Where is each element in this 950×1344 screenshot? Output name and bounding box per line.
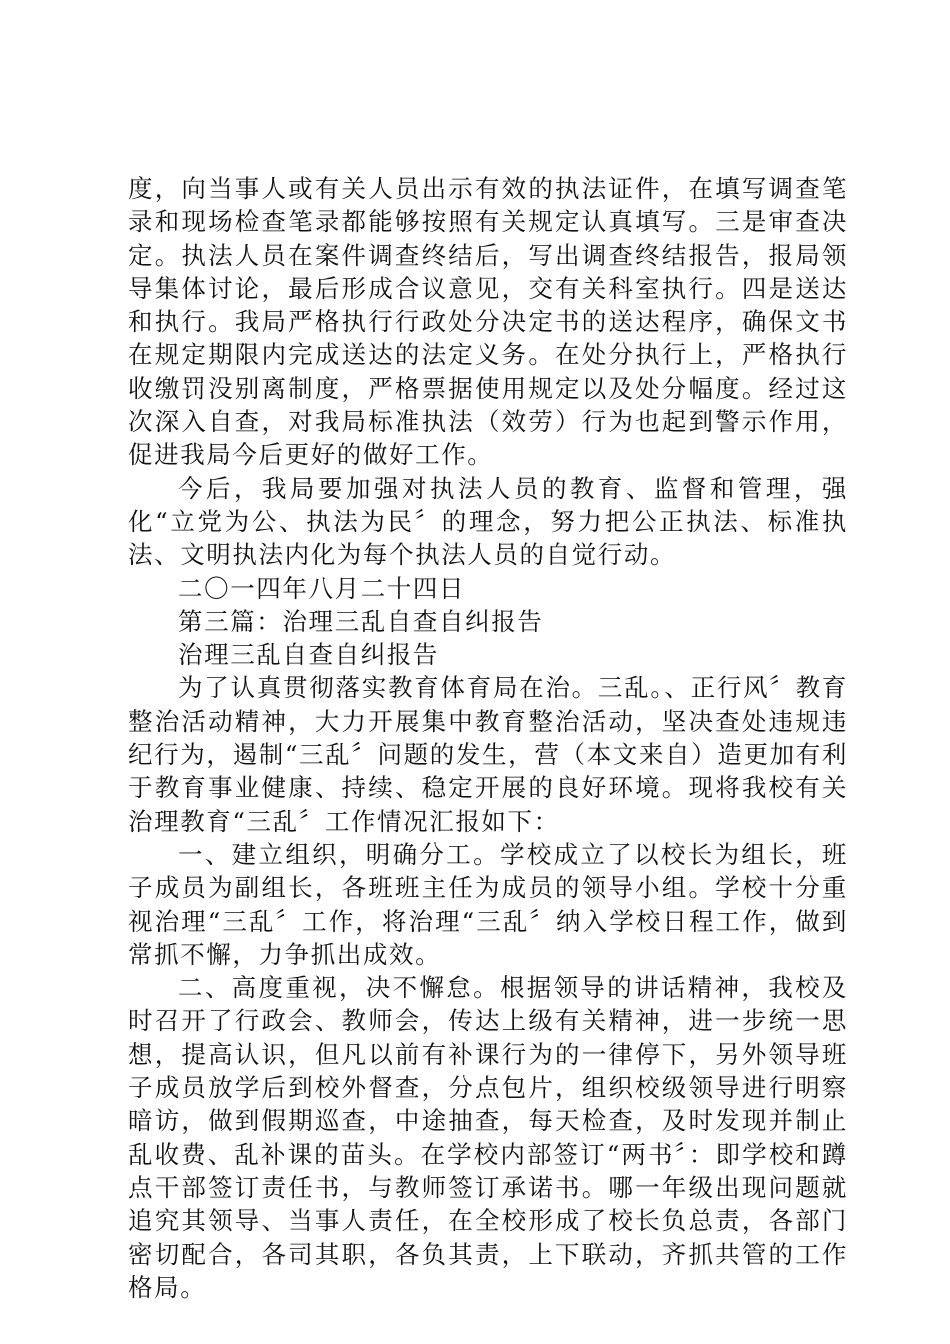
paragraph-organization: 一、建立组织，明确分工。学校成立了以校长为组长，班子成员为副组长，各班班主任为成员的领导小组。学校十分重视治理“三乱〞工作，将治理“三乱〞纳入学校日程工作，做到常抓不懈，力争抓出成效。	[128, 839, 848, 969]
paragraph-date: 二〇一四年八月二十四日	[178, 573, 466, 603]
section-heading: 第三篇：治理三乱自查自纠报告	[178, 606, 544, 636]
paragraph-enforcement-procedure: 度，向当事人或有关人员出示有效的执法证件，在填写调查笔录和现场检查笔录都能够按照有关规定认真填写。三是审查决定。执法人员在案件调查终结后，写出调查终结报告，报局领导集体讨论，最后形成合议意见，交有关科室执行。四是送达和执行。我局严格执行行政处分决定书的送达程序，确保文书在规定期限内完成送达的法定义务。在处分执行上，严格执行收缴罚没别离制度，严格票据使用规定以及处分幅度。经过这次深入自查，对我局标准执法（效劳）行为也起到警示作用，促进我局今后更好的做好工作。	[128, 174, 848, 470]
paragraph-introduction: 为了认真贯彻落实教育体育局在治。三乱。、正行风〞教育整治活动精神，大力开展集中教育整治活动，坚决查处违规违纪行为，遏制“三乱〞问题的发生，营（本文来自）造更加有利于教育事业健康、持续、稳定开展的良好环境。现将我校有关治理教育“三乱〞工作情况汇报如下：	[128, 673, 848, 836]
paragraph-attention: 二、高度重视，决不懈怠。根据领导的讲话精神，我校及时召开了行政会、教师会，传达上级有关精神，进一步统一思想，提高认识，但凡以前有补课行为的一律停下，另外领导班子成员放学后到校外督查，分点包片，组织校级领导进行明察暗访，做到假期巡查，中途抽查，每天检查，及时发现并制止乱收费、乱补课的苗头。在学校内部签订“两书〞：即学校和蹲点干部签订责任书，与教师签订承诺书。哪一年级出现问题就追究其领导、当事人责任，在全校形成了校长负总责，各部门密切配合，各司其职，各负其责，上下联动，齐抓共管的工作格局。	[128, 973, 848, 1302]
paragraph-future-plan: 今后，我局要加强对执法人员的教育、监督和管理，强化“立党为公、执法为民〞的理念，努力把公正执法、标准执法、文明执法内化为每个执法人员的自觉行动。	[128, 473, 848, 570]
document-body	[128, 172, 848, 1304]
report-title: 治理三乱自查自纠报告	[178, 640, 439, 670]
